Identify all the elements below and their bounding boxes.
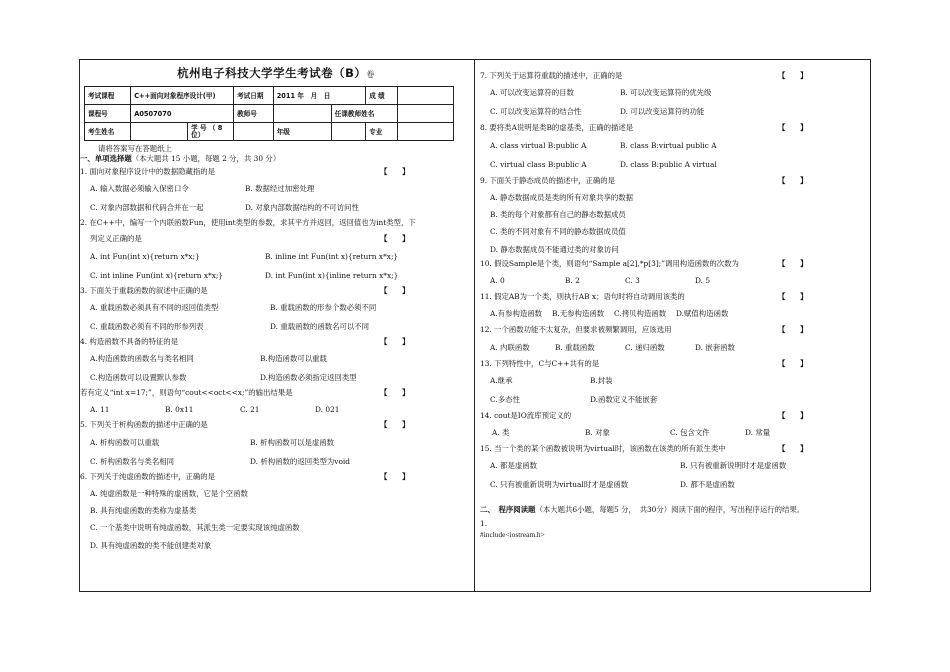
question-stem: [480, 359, 865, 368]
info-cell: [397, 105, 453, 123]
answer-option: B. 2: [565, 276, 580, 285]
answer-option: A. class virtual B:public A: [490, 140, 587, 150]
question-text: 14. cout是IO流库预定义的: [480, 410, 572, 420]
question-stem-continued: [80, 234, 472, 243]
answer-option: D.构造函数必须指定返回类型: [260, 373, 357, 383]
question: [80, 472, 472, 550]
question-text: 2. 在C++中，编写一个内联函数Fun，使用int类型的参数，求其平方并返回，返回值也为int类型，下: [80, 218, 416, 228]
info-cell: [273, 105, 331, 123]
question-text: 10. 假设Sample是个类，则语句“Sample a[2],*p[3];”调用构造函数的次数为: [480, 258, 739, 268]
info-cell: [397, 87, 453, 105]
answer-option: D. 都不是虚函数: [680, 480, 735, 490]
answer-bracket: 【 】: [778, 258, 808, 268]
option-row: [80, 303, 472, 314]
answer-option: A. 内联函数: [490, 342, 530, 352]
option-row: [80, 405, 472, 416]
option-row: [480, 160, 865, 171]
question-stem: [480, 259, 865, 268]
question-text: 11. 假定AB为一个类，则执行AB x；语句时将自动调用该类的: [480, 292, 685, 301]
answer-option: B. 类的每个对象都有自己的静态数据成员: [490, 210, 626, 219]
answer-option: C. virtual class B:public A: [490, 159, 587, 169]
info-cell: [234, 123, 274, 141]
answer-option: B. 重载函数的形参个数必须不同: [270, 302, 377, 312]
answer-option: B.无参构造函数: [552, 309, 605, 319]
option-row: [480, 276, 865, 287]
answer-option: B. 可以改变运算符的优先级: [620, 88, 712, 98]
program-code-line: #include<iostream.h>: [480, 529, 545, 539]
option-row: [80, 203, 472, 214]
left-column: [80, 66, 472, 550]
question-stem: [480, 176, 865, 185]
answer-note: 请将答案写在答题纸上: [98, 144, 172, 154]
answer-option: D.函数定义不能嵌套: [590, 394, 658, 404]
question-text: 9. 下面关于静态成员的描述中，正确的是: [480, 175, 616, 185]
exam-title-suffix: 卷: [366, 70, 375, 79]
answer-option: A. 静态数据成员是类的所有对象共享的数据: [490, 192, 634, 202]
option-row: [80, 354, 472, 365]
option-row: [480, 141, 865, 152]
question: [480, 259, 865, 287]
answer-option: D. 5: [695, 276, 711, 285]
answer-option: C.拷贝构造函数: [614, 309, 667, 319]
exam-title: [80, 66, 472, 80]
answer-option: D. 重载函数的函数名可以不同: [270, 321, 370, 331]
question-text: 15. 当一个类的某个函数被说明为virtual时，该函数在该类的所有派生类中: [480, 444, 726, 453]
answer-option: A. 析构函数可以重载: [90, 437, 160, 447]
info-cell: 2011 年 月 日: [273, 87, 366, 105]
answer-option: D. 对象内部数据结构的不可访问性: [245, 203, 359, 213]
answer-option: B. class B:virtual public A: [620, 140, 717, 150]
answer-option: C.多态性: [490, 394, 520, 404]
info-cell: 考试课程: [85, 87, 131, 105]
answer-bracket: 【 】: [778, 358, 808, 368]
column-divider: [474, 59, 475, 592]
info-cell: 任课教师姓名: [331, 105, 397, 123]
question: [480, 71, 865, 118]
question-text: 12. 一个函数功能不太复杂，但要求被频繁调用，应该选用: [480, 325, 672, 335]
question-text-continued: 列定义正确的是: [90, 234, 142, 244]
answer-bracket: 【 】: [380, 285, 410, 295]
answer-option: A. 11: [90, 405, 110, 415]
answer-option: C. 3: [625, 276, 640, 285]
option-row: [80, 252, 472, 263]
question: [80, 337, 472, 384]
answer-option: C. 包含文件: [670, 428, 710, 437]
answer-option: C. 可以改变运算符的结合性: [490, 107, 582, 117]
option-row: [80, 184, 472, 195]
info-cell: 学 号 （ 8 位）: [188, 123, 234, 141]
answer-bracket: 【 】: [380, 336, 410, 346]
answer-bracket: 【 】: [778, 71, 808, 80]
question-text: 3. 下面关于重载函数的叙述中正确的是: [80, 285, 208, 295]
answer-bracket: 【 】: [778, 325, 808, 335]
question-text: 若有定义“int x=17;”，则语句“cout<<oct<<x;”的输出结果是: [80, 388, 293, 398]
answer-bracket: 【 】: [380, 420, 410, 430]
answer-option: B. 重载函数: [555, 342, 595, 352]
question-stem: [80, 218, 472, 227]
question-text: 6. 下列关于纯虚函数的描述中，正确的是: [80, 471, 216, 481]
answer-option: D. 常量: [745, 428, 771, 437]
option-row: [480, 107, 865, 118]
answer-option: D. 析构函数的返回类型为void: [250, 456, 350, 466]
answer-option: C. 析构函数名与类名相同: [90, 456, 174, 466]
section1-heading: [80, 154, 472, 163]
right-column: [480, 66, 865, 539]
question: [480, 444, 865, 491]
section1-head: 一、单项选择题: [80, 153, 132, 163]
answer-bracket: 【 】: [778, 444, 808, 453]
answer-option: A. 0: [490, 276, 505, 285]
answer-option: C. 对象内部数据和代码合并在一起: [90, 203, 204, 213]
question-stem: [480, 411, 865, 420]
answer-bracket: 【 】: [778, 410, 808, 420]
answer-option: B. 析构函数可以是虚函数: [250, 437, 335, 447]
info-cell: A0507070: [131, 105, 234, 123]
question: [80, 286, 472, 333]
info-cell: 专业: [366, 123, 397, 141]
info-row-3: [85, 123, 454, 141]
answer-option: D. 可以改变运算符的功能: [620, 107, 705, 117]
question-stem: [80, 167, 472, 176]
option-row: [480, 428, 865, 439]
answer-option: A. 输入数据必须输入保密口令: [90, 184, 189, 194]
answer-option: B. 0x11: [165, 405, 194, 415]
question: [480, 123, 865, 170]
info-cell: [131, 123, 188, 141]
question-stem: [80, 472, 472, 481]
answer-option: A. 都是虚函数: [490, 461, 537, 471]
question: [80, 388, 472, 416]
section2-desc: （本大题共6小题，每题5 分， 共30分）阅读下面的程序，写出程序运行的结果。: [535, 505, 805, 515]
option-row: [80, 457, 472, 468]
info-cell: 年级: [273, 123, 331, 141]
question: [480, 359, 865, 406]
answer-option: C. 21: [240, 405, 260, 415]
option-row: [480, 461, 865, 472]
answer-option: A. 纯虚函数是一种特殊的虚函数，它是个空函数: [90, 488, 248, 498]
option-row: [80, 322, 472, 333]
answer-option: A. int Fun(int x){return x*x;}: [90, 251, 200, 261]
question: [80, 218, 472, 282]
option-row: [480, 480, 865, 491]
answer-option: B. 具有纯虚函数的类称为虚基类: [90, 506, 197, 516]
question: [480, 292, 865, 320]
info-row-2: [85, 105, 454, 123]
question-text: 4. 构造函数不具备的特征的是: [80, 336, 179, 346]
option-row: [80, 271, 472, 282]
answer-option: D. 嵌套函数: [695, 342, 735, 352]
question-text: 7. 下列关于运算符重载的描述中，正确的是: [480, 71, 623, 80]
option-row: [80, 438, 472, 449]
answer-option: D. int Fun(int x){inline return x*x;}: [265, 270, 399, 280]
option-row: [80, 373, 472, 384]
option-row: [480, 88, 865, 99]
answer-option: D. class B:public A virtual: [620, 159, 717, 169]
answer-option: C. 类的不同对象有不同的静态数据成员值: [490, 227, 626, 237]
answer-option: A. 可以改变运算符的目数: [490, 88, 574, 98]
info-cell: 考生姓名: [85, 123, 131, 141]
info-cell: [397, 123, 453, 141]
answer-option: C. int inline Fun(int x){return x*x;}: [90, 270, 224, 280]
answer-option: B. inline int Fun(int x){return x*x;}: [265, 251, 399, 261]
answer-option: C. 递归函数: [625, 342, 665, 352]
answer-bracket: 【 】: [778, 123, 808, 133]
question-text: 13. 下列特性中，C与C++共有的是: [480, 358, 600, 368]
answer-option: A.构造函数的函数名与类名相同: [90, 354, 194, 364]
option-row: [480, 376, 865, 387]
answer-option: B. 对象: [585, 428, 610, 437]
answer-bracket: 【 】: [380, 166, 410, 176]
info-row-1: [85, 87, 454, 105]
answer-option: C. 只有被重新说明为virtual时才是虚函数: [490, 480, 629, 490]
option-row: [480, 395, 865, 406]
answer-option: C. 重载函数必须有不同的形参列表: [90, 321, 204, 331]
answer-bracket: 【 】: [380, 234, 410, 244]
info-cell: 成 绩: [366, 87, 397, 105]
question-stem: [80, 388, 472, 397]
info-cell: 课程号: [85, 105, 131, 123]
answer-option: B. 只有被重新说明时才是虚函数: [680, 461, 787, 471]
answer-option: D. 021: [315, 405, 340, 415]
question: [80, 420, 472, 467]
section1-desc: （本大题共 15 小题，每题 2 分，共 30 分）: [131, 153, 281, 163]
question-stem: [480, 123, 865, 132]
question: [480, 411, 865, 439]
question-stem: [80, 286, 472, 295]
left-question-list: [80, 167, 472, 550]
info-cell: C++面向对象程序设计(甲): [131, 87, 234, 105]
answer-option: C.构造函数可以设置默认参数: [90, 373, 187, 383]
question-stem: [480, 71, 865, 80]
exam-title-text: 杭州电子科技大学学生考试卷（B）: [177, 66, 367, 80]
info-table: [84, 86, 454, 141]
option-row: [480, 343, 865, 354]
answer-option: A.有参构造函数: [490, 309, 543, 319]
answer-option: B.构造函数可以重载: [260, 354, 327, 364]
answer-bracket: 【 】: [778, 292, 808, 301]
answer-option: D.赋值构造函数: [676, 309, 729, 319]
answer-option: C. 一个基类中说明有纯虚函数，其派生类一定要实现该纯虚函数: [90, 523, 300, 533]
question: [80, 167, 472, 214]
answer-bracket: 【 】: [380, 388, 410, 398]
question-text: 8. 要将类A说明是类B的虚基类，正确的描述是: [480, 123, 634, 133]
answer-option: A.继承: [490, 375, 513, 385]
info-cell: 教师号: [234, 105, 274, 123]
question-stem: [480, 325, 865, 334]
question-stem: [80, 420, 472, 429]
answer-option: A. 类: [492, 428, 510, 437]
question-text: 5. 下列关于析构函数的描述中正确的是: [80, 420, 208, 430]
question-stem: [480, 444, 865, 453]
answer-option: D. 静态数据成员不能通过类的对象访问: [490, 244, 619, 254]
section2-heading: [480, 505, 865, 514]
option-row: [480, 309, 865, 320]
answer-option: B. 数据经过加密处理: [245, 184, 315, 194]
question-text: 1. 面向对象程序设计中的数据隐藏指的是: [80, 166, 216, 176]
question: [480, 176, 865, 254]
answer-bracket: 【 】: [380, 471, 410, 481]
section2-item-number: 1.: [480, 518, 488, 528]
answer-bracket: 【 】: [778, 175, 808, 185]
info-cell: [331, 123, 365, 141]
answer-option: A. 重载函数必须具有不同的返回值类型: [90, 302, 219, 312]
right-question-list: [480, 71, 865, 491]
answer-option: B.封装: [590, 375, 613, 385]
question: [480, 325, 865, 353]
question-stem: [80, 337, 472, 346]
section2-head: 二、 程序阅读题: [480, 505, 536, 515]
question-stem: [480, 292, 865, 301]
info-cell: 考试日期: [234, 87, 274, 105]
answer-option: D. 具有纯虚函数的类不能创建类对象: [90, 540, 212, 550]
